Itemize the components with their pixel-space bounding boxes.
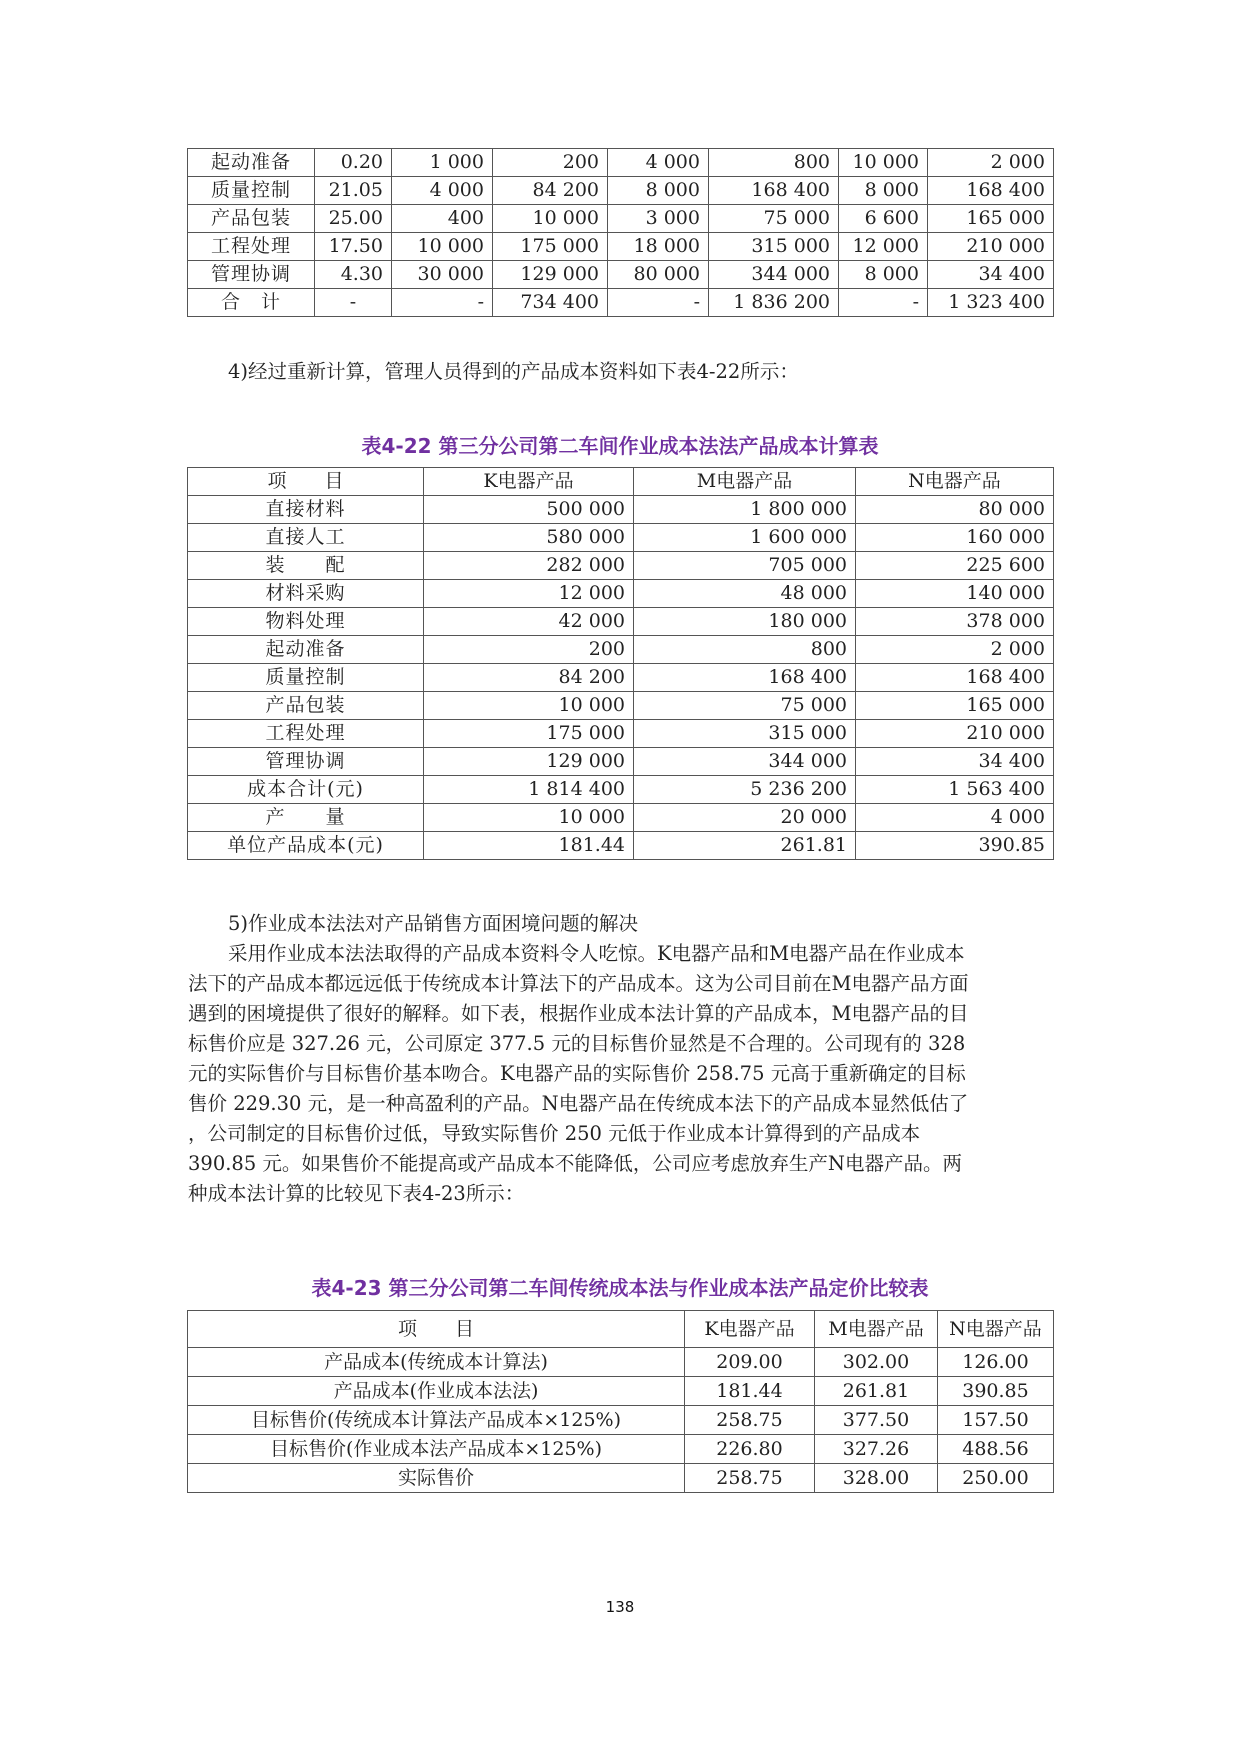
value-cell: 209.00	[685, 1348, 815, 1377]
value-cell: 165 000	[928, 205, 1054, 233]
value-cell: 210 000	[856, 720, 1054, 748]
paragraph-5	[188, 909, 1058, 1209]
table-row	[188, 636, 1054, 664]
paragraph-line: 元的实际售价与目标售价基本吻合。K电器产品的实际售价 258.75 元高于重新确定的目标	[188, 1062, 966, 1085]
table-row	[188, 580, 1054, 608]
header-cell: M电器产品	[815, 1311, 938, 1348]
value-cell: 378 000	[856, 608, 1054, 636]
table-4-22	[187, 467, 1054, 860]
value-cell: 3 000	[608, 205, 709, 233]
row-label-cell: 实际售价	[188, 1464, 685, 1493]
value-cell: 10 000	[493, 205, 608, 233]
row-label-cell: 合 计	[188, 289, 315, 317]
header-cell: K电器产品	[685, 1311, 815, 1348]
value-cell: 4 000	[392, 177, 493, 205]
value-cell: 705 000	[634, 552, 856, 580]
row-label-cell: 质量控制	[188, 177, 315, 205]
value-cell: 2 000	[928, 149, 1054, 177]
value-cell: 315 000	[709, 233, 839, 261]
row-label-cell: 目标售价(传统成本计算法产品成本×125%)	[188, 1406, 685, 1435]
row-label-cell: 产品成本(作业成本法法)	[188, 1377, 685, 1406]
value-cell: 800	[709, 149, 839, 177]
value-cell: 344 000	[634, 748, 856, 776]
row-label-cell: 质量控制	[188, 664, 424, 692]
value-cell: 42 000	[424, 608, 634, 636]
table-row	[188, 205, 1054, 233]
paragraph-line: 采用作业成本法法取得的产品成本资料令人吃惊。K电器产品和M电器产品在作业成本	[228, 942, 965, 965]
value-cell: 129 000	[493, 261, 608, 289]
value-cell: 8 000	[608, 177, 709, 205]
value-cell: 10 000	[392, 233, 493, 261]
row-label-cell: 管理协调	[188, 748, 424, 776]
value-cell: 10 000	[424, 804, 634, 832]
row-label-cell: 起动准备	[188, 149, 315, 177]
value-cell: 180 000	[634, 608, 856, 636]
table-4-23-title: 表4-23 第三分公司第二车间传统成本法与作业成本法产品定价比较表	[311, 1276, 929, 1300]
value-cell: 390.85	[938, 1377, 1054, 1406]
table-row	[188, 177, 1054, 205]
row-label-cell: 产品包装	[188, 205, 315, 233]
value-cell: 250.00	[938, 1464, 1054, 1493]
table-row	[188, 1464, 1054, 1493]
table-4-22-title: 表4-22 第三分公司第二车间作业成本法法产品成本计算表	[361, 434, 879, 458]
value-cell: 580 000	[424, 524, 634, 552]
value-cell: 225 600	[856, 552, 1054, 580]
value-cell: 10 000	[424, 692, 634, 720]
row-label-cell: 目标售价(作业成本法产品成本×125%)	[188, 1435, 685, 1464]
value-cell: -	[315, 289, 392, 317]
value-cell: 488.56	[938, 1435, 1054, 1464]
table-row	[188, 608, 1054, 636]
value-cell: 302.00	[815, 1348, 938, 1377]
value-cell: 261.81	[634, 832, 856, 860]
row-label-cell: 产品包装	[188, 692, 424, 720]
table-row	[188, 289, 1054, 317]
header-cell: 项 目	[188, 468, 424, 496]
value-cell: 168 400	[709, 177, 839, 205]
table-row	[188, 524, 1054, 552]
row-label-cell: 工程处理	[188, 233, 315, 261]
table-row	[188, 1348, 1054, 1377]
value-cell: 800	[634, 636, 856, 664]
header-cell: N电器产品	[856, 468, 1054, 496]
value-cell: 1 000	[392, 149, 493, 177]
value-cell: 1 836 200	[709, 289, 839, 317]
value-cell: -	[392, 289, 493, 317]
value-cell: 1 814 400	[424, 776, 634, 804]
table-row	[188, 233, 1054, 261]
paragraph-line: 遇到的困境提供了很好的解释。如下表，根据作业成本法计算的产品成本，M电器产品的目	[188, 1002, 969, 1025]
row-label-cell: 材料采购	[188, 580, 424, 608]
row-label-cell: 装 配	[188, 552, 424, 580]
value-cell: 377.50	[815, 1406, 938, 1435]
value-cell: 734 400	[493, 289, 608, 317]
value-cell: 34 400	[856, 748, 1054, 776]
value-cell: 12 000	[424, 580, 634, 608]
value-cell: 10 000	[839, 149, 928, 177]
row-label-cell: 物料处理	[188, 608, 424, 636]
value-cell: 175 000	[424, 720, 634, 748]
value-cell: 4.30	[315, 261, 392, 289]
value-cell: 84 200	[493, 177, 608, 205]
paragraph-5-heading: 5)作业成本法法对产品销售方面困境问题的解决	[228, 912, 639, 935]
value-cell: 18 000	[608, 233, 709, 261]
row-label-cell: 单位产品成本(元)	[188, 832, 424, 860]
header-cell: M电器产品	[634, 468, 856, 496]
row-label-cell: 起动准备	[188, 636, 424, 664]
table-row	[188, 261, 1054, 289]
table-row	[188, 664, 1054, 692]
paragraph-line: ，公司制定的目标售价过低，导致实际售价 250 元低于作业成本计算得到的产品成本	[188, 1122, 921, 1145]
value-cell: 282 000	[424, 552, 634, 580]
value-cell: 80 000	[608, 261, 709, 289]
table-row	[188, 804, 1054, 832]
value-cell: 80 000	[856, 496, 1054, 524]
row-label-cell: 工程处理	[188, 720, 424, 748]
table-row	[188, 720, 1054, 748]
value-cell: 126.00	[938, 1348, 1054, 1377]
paragraph-line: 法下的产品成本都远远低于传统成本计算法下的产品成本。这为公司目前在M电器产品方面	[188, 972, 969, 995]
header-cell: K电器产品	[424, 468, 634, 496]
table-row	[188, 748, 1054, 776]
value-cell: 12 000	[839, 233, 928, 261]
value-cell: -	[839, 289, 928, 317]
header-cell: N电器产品	[938, 1311, 1054, 1348]
value-cell: 210 000	[928, 233, 1054, 261]
value-cell: 261.81	[815, 1377, 938, 1406]
value-cell: 0.20	[315, 149, 392, 177]
value-cell: 175 000	[493, 233, 608, 261]
value-cell: 157.50	[938, 1406, 1054, 1435]
value-cell: 25.00	[315, 205, 392, 233]
value-cell: 20 000	[634, 804, 856, 832]
value-cell: 48 000	[634, 580, 856, 608]
table-4-23	[187, 1310, 1054, 1493]
table-row	[188, 692, 1054, 720]
table-row	[188, 1377, 1054, 1406]
value-cell: 344 000	[709, 261, 839, 289]
value-cell: -	[608, 289, 709, 317]
page-number: 138	[605, 1598, 635, 1616]
table-row	[188, 149, 1054, 177]
value-cell: 21.05	[315, 177, 392, 205]
value-cell: 34 400	[928, 261, 1054, 289]
paragraph-5-body	[188, 939, 1058, 1209]
value-cell: 165 000	[856, 692, 1054, 720]
value-cell: 5 236 200	[634, 776, 856, 804]
activity-cost-table-continued	[187, 148, 1054, 317]
value-cell: 4 000	[608, 149, 709, 177]
table-row	[188, 776, 1054, 804]
value-cell: 200	[493, 149, 608, 177]
value-cell: 4 000	[856, 804, 1054, 832]
table-header-row	[188, 468, 1054, 496]
value-cell: 200	[424, 636, 634, 664]
value-cell: 181.44	[685, 1377, 815, 1406]
row-label-cell: 成本合计(元)	[188, 776, 424, 804]
value-cell: 75 000	[634, 692, 856, 720]
value-cell: 6 600	[839, 205, 928, 233]
row-label-cell: 直接材料	[188, 496, 424, 524]
value-cell: 1 563 400	[856, 776, 1054, 804]
value-cell: 8 000	[839, 177, 928, 205]
row-label-cell: 产 量	[188, 804, 424, 832]
table-row	[188, 496, 1054, 524]
value-cell: 1 600 000	[634, 524, 856, 552]
table-row	[188, 832, 1054, 860]
value-cell: 258.75	[685, 1406, 815, 1435]
paragraph-line: 390.85 元。如果售价不能提高或产品成本不能降低，公司应考虑放弃生产N电器产品。两	[188, 1152, 962, 1175]
paragraph-line: 售价 229.30 元，是一种高盈利的产品。N电器产品在传统成本法下的产品成本显然低估了	[188, 1092, 969, 1115]
value-cell: 181.44	[424, 832, 634, 860]
paragraph-line: 标售价应是 327.26 元，公司原定 377.5 元的目标售价显然是不合理的。公司现有的 328	[188, 1032, 966, 1055]
table-row	[188, 552, 1054, 580]
value-cell: 17.50	[315, 233, 392, 261]
paragraph-4	[188, 357, 1058, 387]
value-cell: 400	[392, 205, 493, 233]
value-cell: 1 323 400	[928, 289, 1054, 317]
value-cell: 258.75	[685, 1464, 815, 1493]
value-cell: 168 400	[634, 664, 856, 692]
row-label-cell: 管理协调	[188, 261, 315, 289]
table-row	[188, 1406, 1054, 1435]
value-cell: 84 200	[424, 664, 634, 692]
value-cell: 140 000	[856, 580, 1054, 608]
row-label-cell: 产品成本(传统成本计算法)	[188, 1348, 685, 1377]
value-cell: 8 000	[839, 261, 928, 289]
value-cell: 328.00	[815, 1464, 938, 1493]
value-cell: 2 000	[856, 636, 1054, 664]
value-cell: 500 000	[424, 496, 634, 524]
value-cell: 160 000	[856, 524, 1054, 552]
value-cell: 1 800 000	[634, 496, 856, 524]
value-cell: 390.85	[856, 832, 1054, 860]
value-cell: 129 000	[424, 748, 634, 776]
table-row	[188, 1435, 1054, 1464]
value-cell: 226.80	[685, 1435, 815, 1464]
value-cell: 168 400	[928, 177, 1054, 205]
value-cell: 327.26	[815, 1435, 938, 1464]
value-cell: 315 000	[634, 720, 856, 748]
paragraph-line: 种成本法计算的比较见下表4-23所示：	[188, 1182, 525, 1205]
paragraph-4-text: 4)经过重新计算，管理人员得到的产品成本资料如下表4-22所示：	[228, 360, 799, 383]
row-label-cell: 直接人工	[188, 524, 424, 552]
header-cell: 项 目	[188, 1311, 685, 1348]
value-cell: 168 400	[856, 664, 1054, 692]
value-cell: 30 000	[392, 261, 493, 289]
table-header-row	[188, 1311, 1054, 1348]
value-cell: 75 000	[709, 205, 839, 233]
